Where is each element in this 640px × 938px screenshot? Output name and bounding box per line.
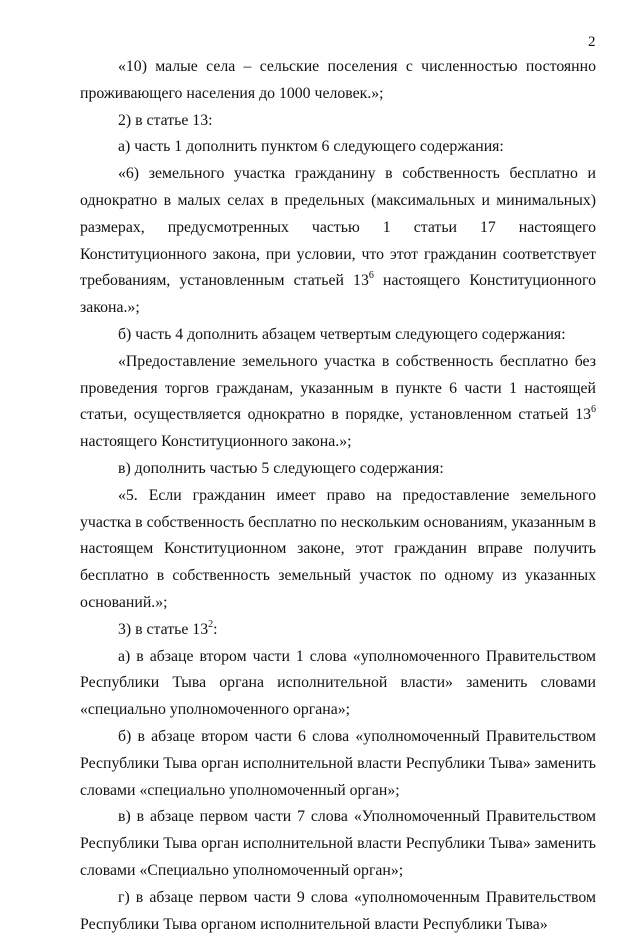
- paragraph-provision-text: [80, 349, 596, 456]
- paragraph-text: :: [213, 620, 218, 638]
- superscript: 6: [368, 270, 374, 282]
- document-body: [80, 54, 596, 938]
- paragraph-amendment-b: б) в абзаце втором части 6 слова «уполномоченный Правительством Республики Тыва орган исполнительной власти Республики Тыва» заменить словами «специально уполномоченный орган»;: [80, 727, 596, 799]
- paragraph-item-6-text: [80, 161, 596, 322]
- paragraph-part-5-amendment: в) дополнить частью 5 следующего содержания:: [118, 459, 444, 477]
- paragraph-amendment-v: в) в абзаце первом части 7 слова «Уполномоченный Правительством Республики Тыва орган исполнительной власти Республики Тыва» заменить словами «Специально уполномоченный орган»;: [80, 808, 596, 879]
- superscript: 2: [208, 618, 214, 630]
- paragraph-text: 3) в статье 13: [118, 620, 209, 638]
- paragraph-part-5-text: «5. Если гражданин имеет право на предоставление земельного участка в собственность бесплатно по нескольким основаниям, указанным в настоящем Конституционном законе, этот гражданин вправе получить бесплатно в собственность земельный участок по одному из указанных оснований.»;: [80, 486, 596, 611]
- paragraph-amendment-g: г) в абзаце первом части 9 слова «уполномоченным Правительством Республики Тыва органом исполнительной власти Республики Тыва»: [80, 888, 596, 933]
- page-number: 2: [588, 34, 596, 50]
- paragraph-text: «Предоставление земельного участка в собственность бесплатно без проведения торгов гражданам, указанным в пункте 6 части 1 настоящей статьи, осуществляется однократно в порядке, установленном статьей 13: [80, 352, 596, 424]
- paragraph-text: настоящего Конституционного закона.»;: [80, 272, 596, 317]
- paragraph-text: «6) земельного участка гражданину в собственность бесплатно и однократно в малых селах в предельных (максимальных и минимальных) размерах, предусмотренных частью 1 статьи 17 настоящего Конституционного закона, при условии, что этот гражданин соответствует требованиям, установленным статьей 13: [80, 165, 596, 290]
- paragraph-article-13-heading: 2) в статье 13:: [118, 111, 213, 129]
- paragraph-part-4-amendment: б) часть 4 дополнить абзацем четвертым следующего содержания:: [118, 325, 566, 343]
- paragraph-item-10-definition: «10) малые села – сельские поселения с численностью постоянно проживающего населения до 1000 человек.»;: [80, 58, 596, 102]
- paragraph-amendment-a: а) в абзаце втором части 1 слова «уполномоченного Правительством Республики Тыва органа исполнительной власти» заменить словами «специально уполномоченного органа»;: [80, 647, 596, 719]
- paragraph-text: настоящего Конституционного закона.»;: [80, 433, 352, 451]
- superscript: 6: [591, 404, 596, 416]
- paragraph-part-1-amendment: а) часть 1 дополнить пунктом 6 следующего содержания:: [118, 138, 504, 156]
- paragraph-article-13-2-heading: [80, 617, 596, 644]
